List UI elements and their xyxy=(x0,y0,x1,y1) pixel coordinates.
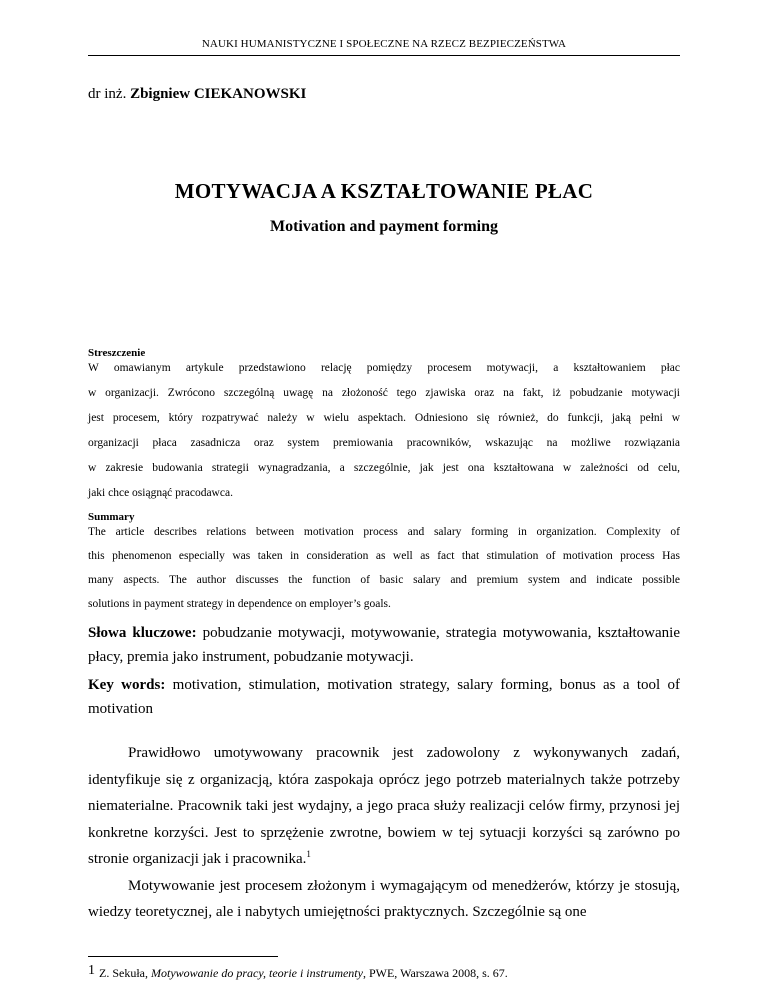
slowa-kluczowe-label: Słowa kluczowe: xyxy=(88,625,197,641)
streszczenie-heading: Streszczenie xyxy=(88,347,146,359)
footnote-author: Z. Sekuła, xyxy=(99,966,148,980)
author-prefix: dr inż. xyxy=(88,86,127,102)
streszczenie-line: W omawianym artykule przedstawiono relację pomiędzy procesem motywacji, a kształtowaniem płac xyxy=(88,362,680,374)
paper-subtitle: Motivation and payment forming xyxy=(270,218,498,235)
author-name: Zbigniew CIEKANOWSKI xyxy=(130,86,307,102)
streszczenie-line: jest procesem, który rozpatrywać należy w wielu aspektach. Odniesiono się również, do funkcji, jaką pełni w xyxy=(88,412,680,424)
key-words-text: motivation, stimulation, motivation strategy, salary forming, bonus as a tool of motivation xyxy=(88,677,680,717)
footnote-rule xyxy=(88,956,278,957)
header-rule xyxy=(88,55,680,56)
slowa-kluczowe-text: pobudzanie motywacji, motywowanie, strategia motywowania, kształtowanie płacy, premia jako instrument, pobudzanie motywacji. xyxy=(88,625,680,665)
footnote-mark: 1 xyxy=(88,963,95,978)
footnote xyxy=(88,963,680,981)
streszczenie-line: organizacji płaca zasadnicza oraz system premiowania pracowników, wskazując na możliwe rozwiązania xyxy=(88,437,680,449)
body-paragraph-1 xyxy=(88,740,680,873)
streszczenie-line: w organizacji. Zwrócono szczególną uwagę na złożoność tego zjawiska oraz na fakt, iż pobudzanie motywacji xyxy=(88,387,680,399)
author-line xyxy=(88,86,306,103)
paragraph-2-text: Motywowanie jest procesem złożonym i wymagającym od menedżerów, którzy je stosują, wiedzy teoretycznej, ale i nabytych umiejętności praktycznych. Szczególnie są one xyxy=(88,877,680,920)
summary-heading: Summary xyxy=(88,511,135,523)
streszczenie-line: w zakresie budowania strategii wynagradzania, a szczególnie, jak jest ona kształtowana w zależności od celu, xyxy=(88,462,680,474)
summary-line: many aspects. The author discusses the function of basic salary and premium system and indicate possible xyxy=(88,574,680,586)
footnote-publisher: , PWE, Warszawa 2008, s. 67. xyxy=(362,966,508,980)
footnote-title: Motywowanie do pracy, teorie i instrumenty xyxy=(151,966,363,980)
streszczenie-line: jaki chce osiągnąć pracodawca. xyxy=(88,487,233,499)
footnote-reference[interactable]: 1 xyxy=(306,849,311,859)
summary-line: solutions in payment strategy in dependence on employer’s goals. xyxy=(88,598,391,610)
key-words xyxy=(88,673,680,721)
paper-title: MOTYWACJA A KSZTAŁTOWANIE PŁAC xyxy=(174,179,594,203)
summary-line: this phenomenon especially was taken in consideration as well as fact that stimulation of motivation process Has xyxy=(88,550,680,562)
paragraph-1-text: Prawidłowo umotywowany pracownik jest zadowolony z wykonywanych zadań, identyfikuje się z organizacją, która zaspokaja oprócz jego potrzeb materialnych także potrzeby niematerialne. Pracownik taki jest wydajny, a jego praca służy realizacji celów firmy, przynosi jej konkretne korzyści. Jest to sprzężenie zwrotne, bowiem w tej sytuacji korzyści są zarówno po stronie organizacji jak i pracownika. xyxy=(88,745,680,867)
summary-line: The article describes relations between motivation process and salary forming in organization. Complexity of xyxy=(88,526,680,538)
body-paragraph-2 xyxy=(88,873,680,926)
slowa-kluczowe xyxy=(88,621,680,669)
key-words-label: Key words: xyxy=(88,677,166,693)
running-head: NAUKI HUMANISTYCZNE I SPOŁECZNE NA RZECZ BEZPIECZEŃSTWA xyxy=(201,38,567,50)
body-text xyxy=(88,740,680,926)
